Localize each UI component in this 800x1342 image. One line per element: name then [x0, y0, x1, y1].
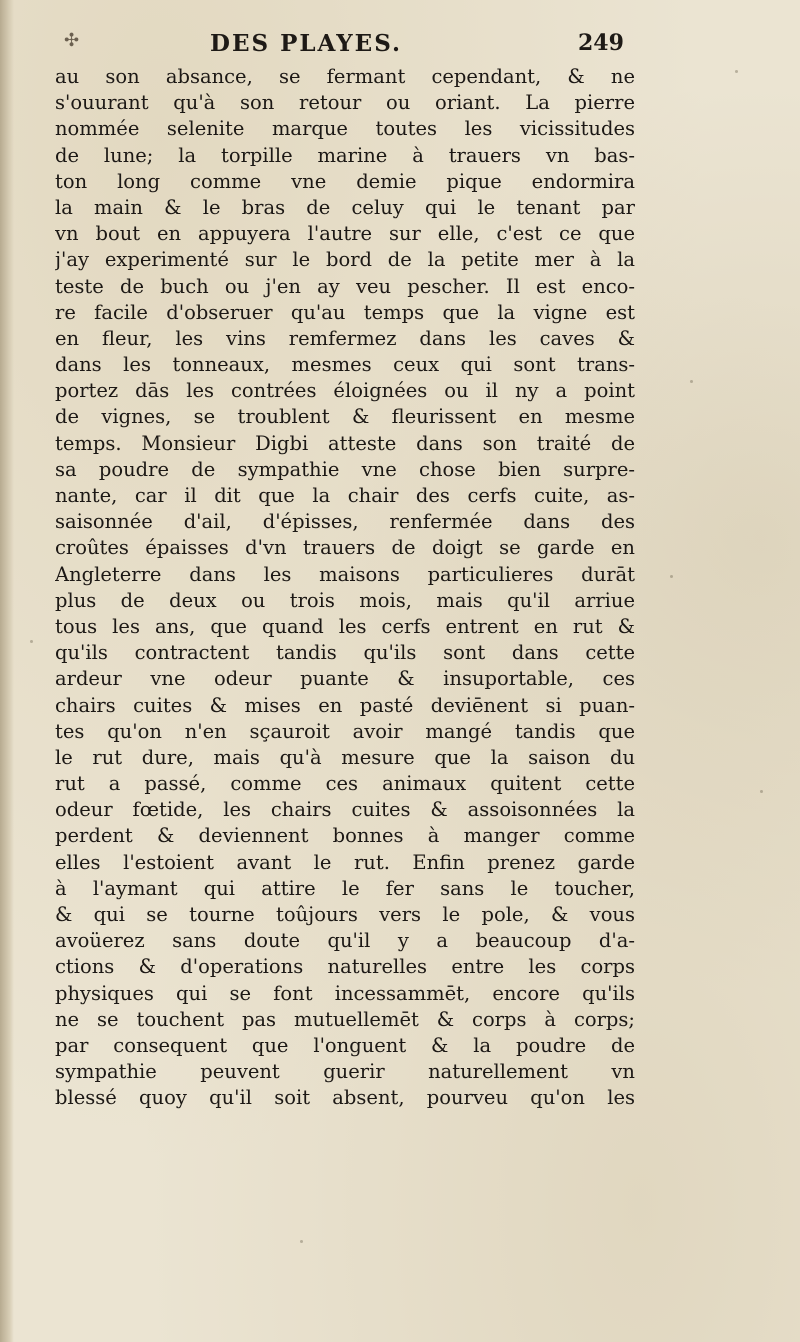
text-line: plus de deux ou trois mois, mais qu'il arriue: [55, 588, 635, 612]
text-line: saisonnée d'ail, d'épisses, renfermée dans des: [55, 510, 635, 534]
text-line: perdent & deviennent bonnes à manger comme: [55, 824, 635, 848]
text-line: sa poudre de sympathie vne chose bien surpre-: [55, 457, 635, 481]
text-line: elles l'estoient avant le rut. Enfin prenez garde: [55, 850, 635, 874]
text-line: ton long comme vne demie pique endormira: [55, 169, 635, 193]
text-line: ctions & d'operations naturelles entre les corps: [55, 955, 635, 979]
text-line: sympathie peuvent guerir naturellement vn: [55, 1060, 635, 1084]
text-line: à l'aymant qui attire le fer sans le toucher,: [55, 876, 635, 900]
text-line: j'ay experimenté sur le bord de la petite mer à la: [55, 248, 635, 272]
text-line: tes qu'on n'en sçauroit avoir mangé tandis que: [55, 719, 635, 743]
text-line: chairs cuites & mises en pasté deviēnent si puan-: [55, 693, 635, 717]
text-line: en fleur, les vins remfermez dans les caves &: [55, 326, 635, 350]
text-line: ne se touchent pas mutuellemēt & corps à corps;: [55, 1007, 635, 1031]
text-line: au son absance, se fermant cependant, & ne: [55, 65, 635, 88]
text-line: rut a passé, comme ces animaux quitent cette: [55, 772, 635, 796]
text-line: s'ouurant qu'à son retour ou oriant. La pierre: [55, 91, 635, 115]
page-header: [60, 30, 660, 64]
paper-speck: [30, 640, 33, 643]
text-line: blessé quoy qu'il soit absent, pourveu qu'on les: [55, 1086, 635, 1110]
text-line: par consequent que l'onguent & la poudre de: [55, 1033, 635, 1057]
text-line: de vignes, se troublent & fleurissent en mesme: [55, 405, 635, 429]
paper-speck: [760, 790, 763, 793]
text-line: le rut dure, mais qu'à mesure que la saison du: [55, 745, 635, 769]
text-line: vn bout en appuyera l'autre sur elle, c'est ce que: [55, 222, 635, 246]
paper-speck: [300, 1240, 303, 1243]
text-line: portez dās les contrées éloignées ou il ny a point: [55, 379, 635, 403]
text-line: nante, car il dit que la chair des cerfs cuite, as-: [55, 484, 635, 507]
text-line: nommée selenite marque toutes les vicissitudes: [55, 117, 635, 141]
text-line: & qui se tourne toûjours vers le pole, & vous: [55, 903, 635, 926]
paper-speck: [670, 575, 673, 578]
text-line: Angleterre dans les maisons particulieres durāt: [55, 562, 635, 586]
page-number: 249: [578, 30, 624, 56]
text-line: re facile d'obseruer qu'au temps que la vigne est: [55, 300, 635, 324]
text-line: temps. Monsieur Digbi atteste dans son traité de: [55, 431, 635, 455]
text-line: ardeur vne odeur puante & insuportable, ces: [55, 667, 635, 691]
ornament-icon: ✣: [64, 30, 80, 51]
text-line: dans les tonneaux, mesmes ceux qui sont trans-: [55, 353, 635, 377]
text-line: avoüerez sans doute qu'il y a beaucoup d'a-: [55, 929, 635, 953]
text-line: physiques qui se font incessammēt, encore qu'ils: [55, 981, 635, 1005]
text-line: tous les ans, que quand les cerfs entrent en rut &: [55, 614, 635, 638]
page-gutter-shadow: [0, 0, 14, 1342]
body-text: [55, 64, 635, 1112]
running-head: DES PLAYES.: [210, 30, 403, 57]
text-line: de lune; la torpille marine à trauers vn bas-: [55, 143, 635, 167]
text-line: la main & le bras de celuy qui le tenant par: [55, 195, 635, 219]
paper-speck: [690, 380, 693, 383]
text-line: odeur fœtide, les chairs cuites & assoisonnées la: [55, 798, 635, 822]
paper-speck: [735, 70, 738, 73]
text-line: qu'ils contractent tandis qu'ils sont dans cette: [55, 641, 635, 665]
text-line: teste de buch ou j'en ay veu pescher. Il est enco-: [55, 274, 635, 298]
text-line: croûtes épaisses d'vn trauers de doigt se garde en: [55, 536, 635, 560]
